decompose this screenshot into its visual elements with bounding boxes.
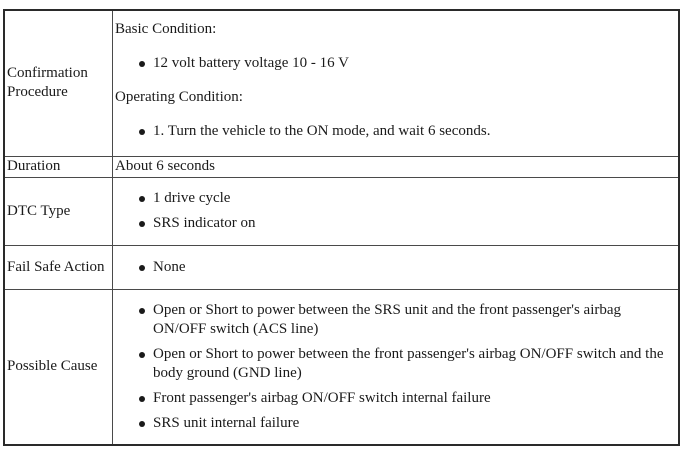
fail-safe-action-label (4, 245, 113, 289)
list-item-text: 1 drive cycle (153, 190, 231, 206)
confirmation-procedure-value (113, 10, 680, 156)
possible-cause-value (113, 289, 680, 445)
fail-safe-list (115, 258, 670, 277)
list-item (115, 54, 670, 73)
possible-cause-label-text: Possible Cause (7, 358, 98, 375)
list-item-text: 12 volt battery voltage 10 - 16 V (153, 55, 349, 72)
dtc-type-list (115, 189, 670, 233)
dtc-spec-table (3, 9, 680, 446)
operating-condition-heading: Operating Condition: (115, 89, 243, 106)
bullet-icon (139, 265, 145, 271)
list-item (115, 189, 670, 208)
list-item-text: None (153, 258, 186, 275)
confirmation-procedure-row (4, 10, 679, 156)
duration-value (113, 156, 680, 177)
list-item-text: SRS indicator on (153, 215, 256, 231)
bullet-icon (139, 396, 145, 402)
list-item (115, 214, 670, 233)
bullet-icon (139, 61, 145, 67)
bullet-icon (139, 129, 145, 135)
confirmation-procedure-label (4, 10, 113, 156)
dtc-type-row (4, 177, 679, 245)
duration-label (4, 156, 113, 177)
list-item (115, 345, 670, 383)
confirmation-procedure-label-text: Confirmation Procedure (7, 65, 88, 101)
bullet-icon (139, 352, 145, 358)
list-item (115, 414, 670, 433)
list-item-text: 1. Turn the vehicle to the ON mode, and wait 6 seconds. (153, 123, 491, 140)
fail-safe-action-value (113, 245, 680, 289)
basic-condition-list (115, 54, 670, 73)
fail-safe-action-row (4, 245, 679, 289)
list-item-text: Front passenger's airbag ON/OFF switch internal failure (153, 389, 491, 406)
dtc-type-label-text: DTC Type (7, 202, 71, 219)
dtc-type-label (4, 177, 113, 245)
possible-cause-label (4, 289, 113, 445)
list-item (115, 122, 670, 141)
dtc-type-value (113, 177, 680, 245)
bullet-icon (139, 308, 145, 314)
list-item-text: Open or Short to power between the SRS unit and the front passenger's airbag ON/OFF switch (ACS line) (153, 301, 622, 337)
list-item-text: SRS unit internal failure (153, 414, 300, 431)
duration-value-text: About 6 seconds (115, 158, 215, 174)
possible-cause-list (115, 301, 670, 433)
basic-condition-heading: Basic Condition: (115, 21, 217, 38)
operating-condition-list (115, 122, 670, 141)
bullet-icon (139, 196, 145, 202)
list-item (115, 389, 670, 408)
fail-safe-action-label-text: Fail Safe Action (7, 258, 105, 275)
list-item (115, 301, 670, 339)
duration-row (4, 156, 679, 177)
bullet-icon (139, 221, 145, 227)
possible-cause-row (4, 289, 679, 445)
bullet-icon (139, 421, 145, 427)
duration-label-text: Duration (7, 158, 61, 174)
list-item (115, 258, 670, 277)
list-item-text: Open or Short to power between the front passenger's airbag ON/OFF switch and the body ground (GND line) (153, 345, 664, 381)
